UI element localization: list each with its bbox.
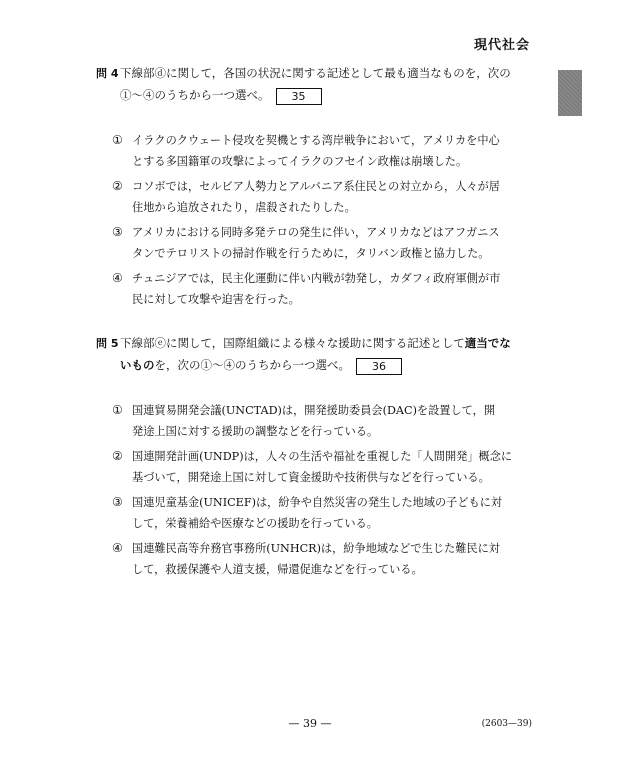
option-text: 発途上国に対する援助の調整などを行っている。 xyxy=(132,425,379,438)
option-text: 国連貿易開発会議(UNCTAD)は，開発援助委員会(DAC)を設置して，開 xyxy=(132,404,496,417)
option-text: して，救援保護や人道支援，帰還促進などを行っている。 xyxy=(132,563,423,576)
question-4-text-line2: ①〜④のうちから一つ選べ。 xyxy=(120,88,270,102)
option-number: ① xyxy=(112,403,123,417)
option-text: 基づいて，開発途上国に対して資金援助や技術供与などを行っている。 xyxy=(132,471,490,484)
option-1 xyxy=(112,400,532,442)
option-text: 国連開発計画(UNDP)は，人々の生活や福祉を重視した「人間開発」概念に xyxy=(132,450,513,463)
section-index-tab xyxy=(558,70,582,116)
option-1 xyxy=(112,130,532,172)
option-text: 民に対して攻撃や迫害を行った。 xyxy=(132,293,300,306)
option-3 xyxy=(112,492,532,534)
option-2 xyxy=(112,176,532,218)
option-number: ② xyxy=(112,449,123,463)
option-3 xyxy=(112,222,532,264)
question-4-options xyxy=(112,130,532,314)
option-text: イラクのクウェート侵攻を契機とする湾岸戦争において，アメリカを中心 xyxy=(132,134,500,147)
option-text: 国連児童基金(UNICEF)は，紛争や自然災害の発生した地域の子どもに対 xyxy=(132,496,503,509)
question-4 xyxy=(96,62,536,106)
subject-title: 現代社会 xyxy=(473,38,530,53)
option-text: とする多国籍軍の攻撃によってイラクのフセイン政権は崩壊した。 xyxy=(132,155,468,168)
answer-box-36: 36 xyxy=(356,358,402,375)
option-number: ③ xyxy=(112,225,123,239)
option-text: 国連難民高等弁務官事務所(UNHCR)は，紛争地域などで生じた難民に対 xyxy=(132,542,500,555)
question-5 xyxy=(96,332,536,376)
option-text: して，栄養補給や医療などの援助を行っている。 xyxy=(132,517,378,530)
page-number: — 39 — xyxy=(288,717,332,730)
question-5-label: 問 5 xyxy=(96,337,119,350)
option-number: ② xyxy=(112,179,123,193)
option-4 xyxy=(112,268,532,310)
question-5-emphasis: 適当でな xyxy=(464,336,511,350)
question-5-text-line1: 下線部ⓔに関して，国際組織による様々な援助に関する記述として xyxy=(120,336,465,350)
document-code: (2603—39) xyxy=(481,719,532,729)
option-text: アメリカにおける同時多発テロの発生に伴い，アメリカなどはアフガニス xyxy=(132,226,500,239)
question-5-text-line2: を，次の①〜④のうちから一つ選べ。 xyxy=(154,358,350,372)
answer-box-35: 35 xyxy=(276,88,322,105)
question-4-label: 問 4 xyxy=(96,67,119,80)
option-text: タンでテロリストの掃討作戦を行うために，タリバン政権と協力した。 xyxy=(132,247,490,260)
option-text: チュニジアでは，民主化運動に伴い内戦が勃発し，カダフィ政府軍側が市 xyxy=(132,272,501,285)
option-text: コソボでは，セルビア人勢力とアルバニア系住民との対立から，人々が居 xyxy=(132,180,500,193)
option-number: ④ xyxy=(112,541,123,555)
question-5-emphasis: いもの xyxy=(120,358,155,372)
option-4 xyxy=(112,538,532,580)
question-5-options xyxy=(112,400,532,584)
option-number: ③ xyxy=(112,495,123,509)
question-4-text-line1: 下線部ⓓに関して，各国の状況に関する記述として最も適当なものを，次の xyxy=(120,66,511,80)
option-text: 住地から追放されたり，虐殺されたりした。 xyxy=(132,201,356,214)
option-number: ④ xyxy=(112,271,123,285)
option-2 xyxy=(112,446,532,488)
option-number: ① xyxy=(112,133,123,147)
